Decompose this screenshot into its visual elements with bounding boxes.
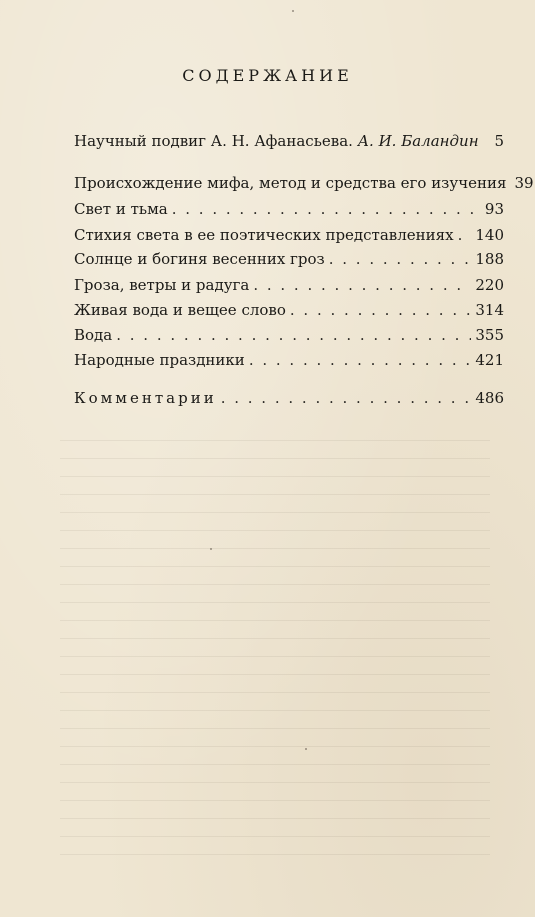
- paper-speck: [305, 748, 307, 750]
- toc-leader: [172, 200, 481, 218]
- toc-entry: [74, 132, 504, 154]
- toc-page-number: 486: [475, 389, 504, 407]
- toc-page-number: 93: [484, 200, 504, 218]
- toc-entry-title: Солнце и богиня весенних гроз: [74, 250, 325, 268]
- toc-entry-title: Народные праздники: [74, 351, 245, 369]
- toc-page-number: 314: [475, 301, 504, 319]
- show-through-text: [60, 440, 490, 860]
- toc-leader: [249, 351, 472, 369]
- page-title: СОДЕРЖАНИЕ: [182, 66, 353, 85]
- toc-entry: [74, 326, 504, 348]
- paper-speck: [292, 10, 294, 12]
- toc-entry-title: Живая вода и вещее слово: [74, 301, 286, 319]
- toc-entry-title: Происхождение мифа, метод и средства его изучения: [74, 174, 507, 192]
- toc-entry: [74, 301, 504, 323]
- toc-page-number: 188: [475, 250, 504, 268]
- toc-leader: [290, 301, 471, 319]
- toc-leader: [116, 326, 471, 344]
- toc-page-number: 220: [475, 276, 504, 294]
- toc-entry-title: Стихия света в ее поэтических представлениях: [74, 226, 454, 244]
- toc-entry: [74, 200, 504, 222]
- toc-entry-title: [74, 132, 479, 150]
- toc-page-number: 39: [514, 174, 534, 192]
- toc-entry: [74, 250, 504, 272]
- toc-page-number: 421: [475, 351, 504, 369]
- toc-entry-title: Комментарии: [74, 389, 217, 407]
- toc-leader: [458, 226, 472, 244]
- toc-entry-title: Гроза, ветры и радуга: [74, 276, 250, 294]
- toc-entry-title: Свет и тьма: [74, 200, 168, 218]
- toc-page-number: 140: [475, 226, 504, 244]
- toc-entry: [74, 226, 504, 248]
- toc-page-number: 5: [494, 132, 504, 150]
- toc-entry-author: А. И. Баландин: [357, 132, 479, 150]
- toc-leader: [253, 276, 471, 294]
- toc-entry-text: Научный подвиг А. Н. Афанасьева.: [74, 132, 353, 150]
- toc-entry: [74, 174, 534, 196]
- toc-entry-title: Вода: [74, 326, 113, 344]
- toc-entry: [74, 276, 504, 298]
- toc-entry: [74, 389, 504, 411]
- toc-page-number: 355: [475, 326, 504, 344]
- paper-speck: [210, 548, 212, 550]
- toc-entry: [74, 351, 504, 373]
- toc-leader: [221, 389, 472, 407]
- toc-leader: [329, 250, 472, 268]
